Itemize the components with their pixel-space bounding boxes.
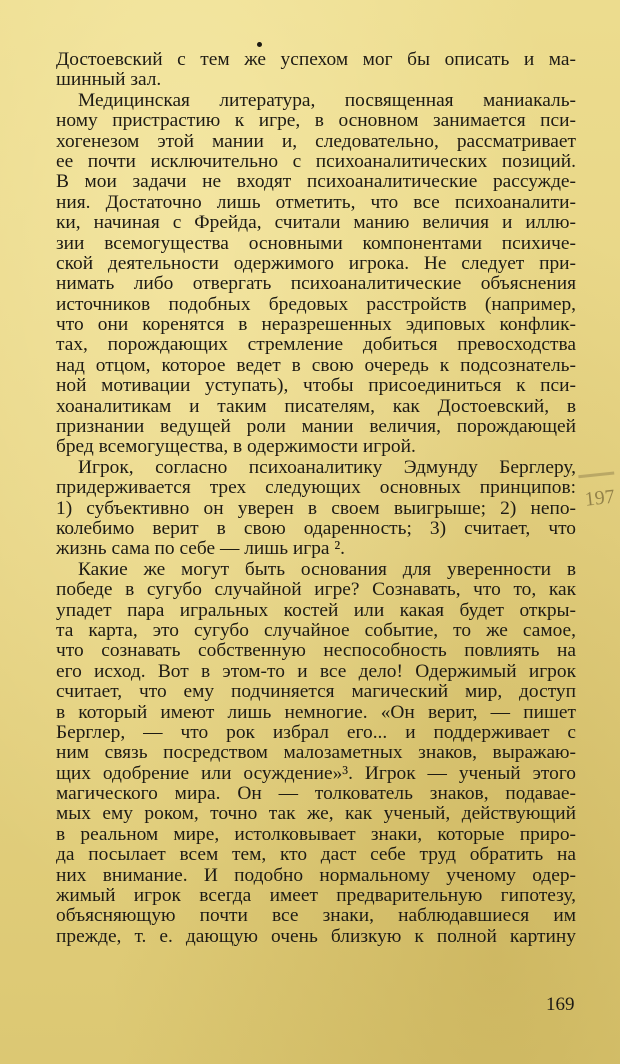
text-line: мых ему роком, точно так же, как ученый, действующий — [56, 803, 576, 825]
text-line: прежде, т. е. дающую очень близкую к полной картину — [56, 925, 576, 947]
text-line: Какие же могут быть основания для уверенности в — [78, 558, 576, 580]
text-line: ним связь посредством малозаметных знаков, выражаю- — [56, 742, 576, 764]
text-line: магического мира. Он — толкователь знаков, подавае- — [56, 783, 576, 805]
margin-note — [584, 485, 620, 534]
text-line: в реальном мире, истолковывает знаки, которые приро- — [56, 823, 576, 845]
body-text — [56, 50, 576, 947]
text-line: В мои задачи не входят психоаналитические рассужде- — [56, 171, 576, 193]
text-line: победе в сугубо случайной игре? Сознавать, что то, как — [56, 579, 576, 601]
text-line: Игрок, согласно психоаналитику Эдмунду Берглеру, — [78, 456, 576, 478]
margin-note-text: 197 — [583, 485, 616, 511]
text-line: та карта, это сугубо случайное событие, то же самое, — [56, 619, 576, 641]
page-number: 169 — [546, 994, 575, 1015]
text-line: да посылает всем тем, кто даст себе труд обратить на — [56, 844, 576, 866]
margin-note-stroke — [578, 472, 614, 479]
text-line: хогенезом этой мании и, следовательно, рассматривает — [56, 130, 576, 152]
text-line: жизнь сама по себе — лишь игра ². — [56, 538, 346, 560]
text-line: ной мотивации уступать), чтобы присоединиться к пси- — [56, 375, 576, 397]
text-line: Достоевский с тем же успехом мог бы описать и ма- — [56, 49, 576, 70]
text-line: Медицинская литература, посвященная маниакаль- — [78, 89, 576, 111]
print-speck — [257, 42, 262, 47]
text-line: придерживается трех следующих основных принципов: — [56, 477, 576, 499]
text-line: в который имеют лишь немногие. «Он верит, — пишет — [56, 701, 576, 723]
text-line: что сознавать собственную неспособность повлиять на — [56, 640, 576, 662]
text-line: его исход. Вот в этом-то и все дело! Одержимый игрок — [56, 660, 576, 682]
text-line: хоаналитикам и таким писателям, как Достоевский, в — [56, 395, 576, 417]
text-line: тах, порождающих стремление добиться превосходства — [56, 334, 576, 356]
text-line: ской деятельности одержимого игрока. Не следует при- — [56, 252, 576, 274]
text-line: над отцом, которое ведет в свою очередь к подсознатель- — [56, 354, 576, 376]
text-line: Берглер, — что рок избрал его... и поддерживает с — [56, 721, 576, 743]
text-line: щих одобрение или осуждение»³. Игрок — ученый этого — [56, 762, 576, 784]
text-line: ее почти исключительно с психоаналитических позиций. — [56, 150, 576, 172]
text-line: ному пристрастию к игре, в основном занимается пси- — [56, 110, 576, 132]
text-line: ния. Достаточно лишь отметить, что все психоаналити- — [56, 191, 576, 213]
text-line: признании ведущей роли мании величия, порождающей — [56, 416, 576, 438]
text-line: источников подобных бредовых расстройств (например, — [56, 293, 576, 315]
text-line: ки, начиная с Фрейда, считали манию величия и иллю- — [56, 212, 576, 234]
text-line: считает, что ему подчиняется магический мир, доступ — [56, 681, 576, 703]
text-line: упадет пара игральных костей или какая будет откры- — [56, 599, 576, 621]
text-line: что они коренятся в неразрешенных эдиповых конфлик- — [56, 314, 576, 336]
text-line: колебимо верит в свою одаренность; 3) считает, что — [56, 517, 576, 539]
text-line: жимый игрок всегда имеет предварительную гипотезу, — [56, 885, 576, 907]
text-line: зии всемогущества основными компонентами психиче- — [56, 232, 576, 254]
text-line: объясняющую почти все знаки, наблюдавшиеся им — [56, 905, 576, 927]
text-line: 1) субъективно он уверен в своем выигрыше; 2) непо- — [56, 497, 576, 519]
text-line: шинный зал. — [56, 69, 162, 91]
text-line: нимать либо отвергать психоаналитические объяснения — [56, 273, 576, 295]
text-line: бред всемогущества, в одержимости игрой. — [56, 436, 416, 458]
text-line: них внимание. И подобно нормальному ученому одер- — [56, 864, 576, 886]
